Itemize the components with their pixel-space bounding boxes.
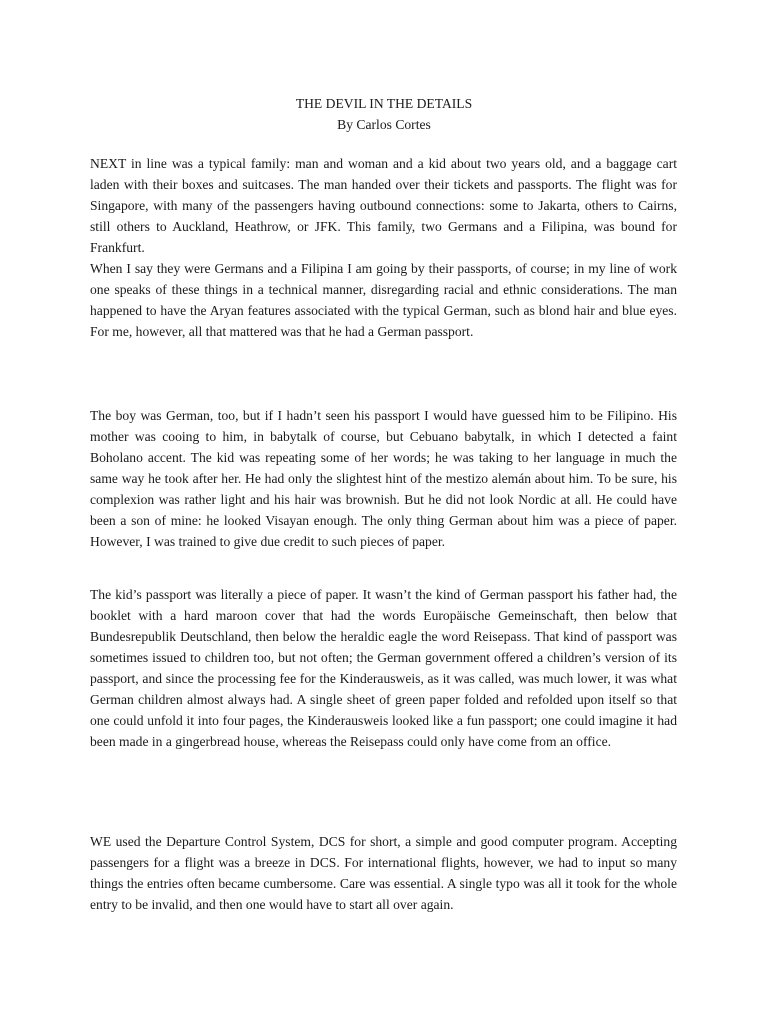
document-byline: By Carlos Cortes xyxy=(337,117,431,132)
paragraph-5: WE used the Departure Control System, DCS for short, a simple and good computer program. Accepting passengers for a flight was a breeze in DCS. For international flights, however, we had to input so many things the entries often became cumbersome. Care was essential. A single typo was all it took for the whole entry to be invalid, and then one would have to start all over again. xyxy=(90,834,677,912)
paragraph-4: The kid’s passport was literally a piece of paper. It wasn’t the kind of German passport his father had, the booklet with a hard maroon cover that had the words Europäische Gemeinschaft, then below that Bundesrepublik Deutschland, then below the heraldic eagle the word Reisepass. That kind of passport was sometimes issued to children too, but not often; the German government offered a children’s version of its passport, and since the processing fee for the Kinderausweis, as it was called, was much lower, it was what German children almost always had. A single sheet of green paper folded and refolded upon itself so that one could unfold it into four pages, the Kinderausweis looked like a fun passport; one could imagine it had been made in a gingerbread house, whereas the Reisepass could only have come from an office. xyxy=(90,587,677,749)
document-title: THE DEVIL IN THE DETAILS xyxy=(295,96,473,111)
paragraph-3: The boy was German, too, but if I hadn’t seen his passport I would have guessed him to be Filipino. His mother was cooing to him, in babytalk of course, but Cebuano babytalk, in which I detected a faint Boholano accent. The kid was repeating some of her words; he was taking to her language in much the same way he took after her. He had only the slightest hint of the mestizo alemán about him. To be sure, his complexion was rather light and his hair was brownish. But he did not look Nordic at all. He could have been a son of mine: he looked Visayan enough. The only thing German about him was a piece of paper. However, I was trained to give due credit to such pieces of paper. xyxy=(90,408,677,549)
paragraph-1: NEXT in line was a typical family: man and woman and a kid about two years old, and a baggage cart laden with their boxes and suitcases. The man handed over their tickets and passports. The flight was for Singapore, with many of the passengers having outbound connections: some to Jakarta, others to Cairns, still others to Auckland, Heathrow, or JFK. This family, two Germans and a Filipina, was bound for Frankfurt. xyxy=(90,156,677,255)
title-block xyxy=(0,93,768,135)
paragraph-2: When I say they were Germans and a Filipina I am going by their passports, of course; in my line of work one speaks of these things in a technical manner, disregarding racial and ethnic considerations. The man happened to have the Aryan features associated with the typical German, such as blond hair and blue eyes. For me, however, all that mattered was that he had a German passport. xyxy=(90,261,677,339)
